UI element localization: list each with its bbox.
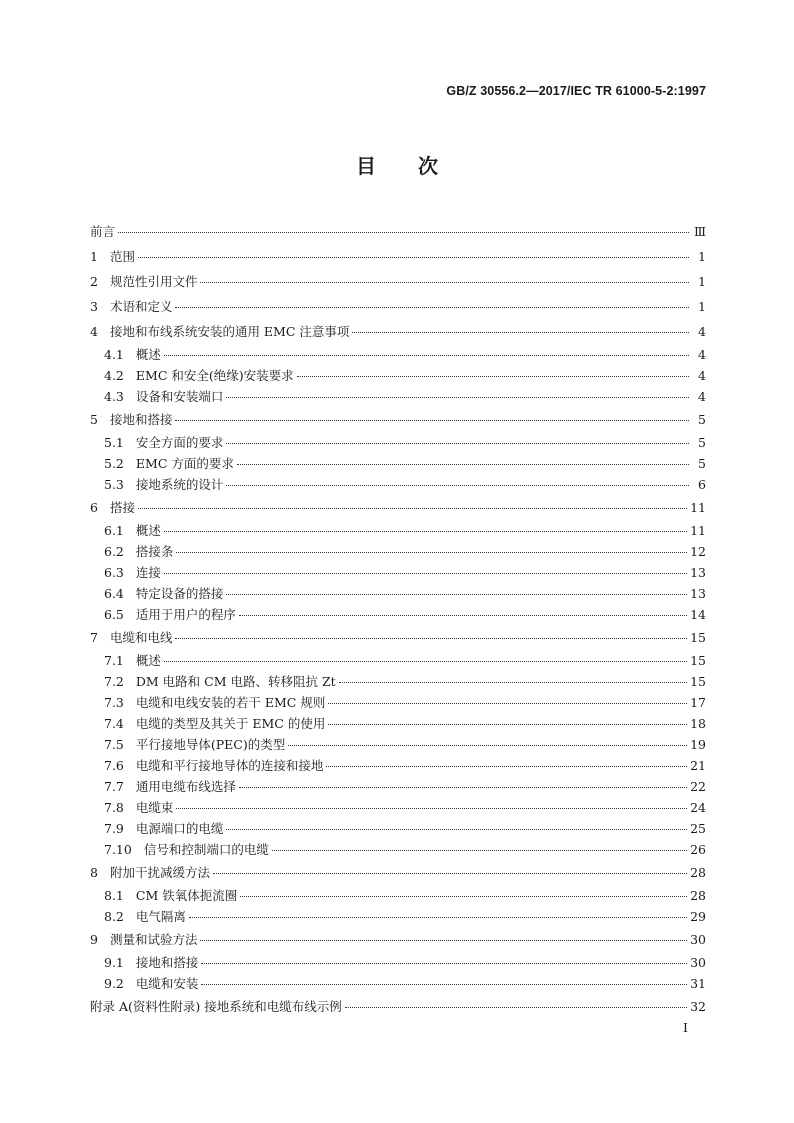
toc-entry-label: 电缆束: [135, 800, 174, 815]
toc-entry[interactable]: [90, 269, 706, 294]
dot-leader: [138, 508, 687, 509]
toc-entry[interactable]: [90, 650, 706, 671]
dot-leader: [239, 787, 687, 788]
toc-entry-number: 1: [90, 249, 98, 264]
toc-entry-label: 设备和安装端口: [135, 389, 224, 404]
dot-leader: [201, 963, 687, 964]
dot-leader: [118, 232, 689, 233]
toc-entry[interactable]: [90, 604, 706, 625]
toc-entry-page: 5: [698, 456, 706, 471]
toc-entry-label: DM 电路和 CM 电路、转移阻抗 Zt: [135, 674, 336, 689]
dot-leader: [345, 1007, 687, 1008]
toc-entry[interactable]: [90, 432, 706, 453]
toc-entry-number: 9.1: [104, 955, 124, 970]
dot-leader: [200, 940, 687, 941]
toc-entry[interactable]: [90, 776, 706, 797]
toc-entry-page: 15: [690, 674, 706, 689]
toc-entry-label: 测量和试验方法: [109, 932, 198, 947]
toc-entry-number: 7.4: [104, 716, 124, 731]
toc-entry-page: 24: [690, 800, 706, 815]
dot-leader: [164, 573, 687, 574]
toc-entry-label: CM 铁氧体扼流圈: [135, 888, 238, 903]
toc-entry-number: 7.7: [104, 779, 124, 794]
dot-leader: [288, 745, 687, 746]
toc-entry[interactable]: [90, 495, 706, 520]
toc-entry-number: 7.5: [104, 737, 124, 752]
toc-entry-number: 6.4: [104, 586, 124, 601]
toc-entry-page: 30: [690, 932, 706, 947]
toc-entry-label: 搭接: [109, 500, 135, 515]
toc-entry-page: 6: [698, 477, 706, 492]
toc-entry[interactable]: [90, 952, 706, 973]
toc-entry[interactable]: [90, 344, 706, 365]
dot-leader: [164, 661, 687, 662]
toc-entry-page: 12: [690, 544, 706, 559]
dot-leader: [226, 594, 687, 595]
dot-leader: [339, 682, 687, 683]
dot-leader: [138, 257, 689, 258]
dot-leader: [328, 703, 687, 704]
toc-entry-page: 28: [690, 865, 706, 880]
toc-entry-label: 电缆的类型及其关于 EMC 的使用: [135, 716, 326, 731]
toc-entry-page: 4: [698, 347, 706, 362]
toc-entry[interactable]: [90, 713, 706, 734]
toc-entry-page: 4: [698, 389, 706, 404]
toc-entry-label: 电缆和电线安装的若干 EMC 规则: [135, 695, 326, 710]
toc-entry-label: 安全方面的要求: [135, 435, 224, 450]
dot-leader: [226, 397, 689, 398]
toc-entry-label: 电缆和电线: [109, 630, 173, 645]
toc-entry-page: 13: [690, 565, 706, 580]
toc-entry-number: 9: [90, 932, 98, 947]
toc-entry-page: 15: [690, 630, 706, 645]
dot-leader: [237, 464, 689, 465]
dot-leader: [226, 829, 687, 830]
toc-entry-label: 电气隔离: [135, 909, 186, 924]
toc-entry-label: 电缆和安装: [135, 976, 199, 991]
toc-entry[interactable]: [90, 994, 706, 1019]
toc-entry-page: 14: [690, 607, 706, 622]
toc-entry-number: 7.8: [104, 800, 124, 815]
toc-entry[interactable]: [90, 562, 706, 583]
toc-entry-page: 30: [690, 955, 706, 970]
dot-leader: [326, 766, 687, 767]
toc-entry[interactable]: [90, 625, 706, 650]
toc-entry-label: 通用电缆布线选择: [135, 779, 236, 794]
dot-leader: [213, 873, 687, 874]
dot-leader: [328, 724, 687, 725]
toc-entry-page: 1: [698, 299, 706, 314]
toc-entry-number: 7.10: [104, 842, 132, 857]
toc-entry-number: 8.1: [104, 888, 124, 903]
toc-entry-page: 18: [690, 716, 706, 731]
dot-leader: [164, 531, 687, 532]
toc-entry-label: 特定设备的搭接: [135, 586, 224, 601]
toc-entry[interactable]: [90, 860, 706, 885]
toc-entry[interactable]: [90, 818, 706, 839]
toc-entry[interactable]: [90, 906, 706, 927]
toc-entry-number: 2: [90, 274, 98, 289]
toc-entry-page: 31: [690, 976, 706, 991]
toc-entry-number: 5.2: [104, 456, 124, 471]
toc-entry[interactable]: [90, 453, 706, 474]
toc-entry[interactable]: [90, 797, 706, 818]
toc-entry-number: 6.5: [104, 607, 124, 622]
toc-entry-label: 接地系统的设计: [135, 477, 224, 492]
toc-entry-label: 概述: [135, 653, 161, 668]
dot-leader: [175, 420, 689, 421]
toc-entry-page: Ⅲ: [693, 224, 706, 239]
toc-entry-label: 信号和控制端口的电缆: [143, 842, 269, 857]
toc-entry[interactable]: [90, 365, 706, 386]
toc-entry-number: 4.1: [104, 347, 124, 362]
toc-entry[interactable]: [90, 734, 706, 755]
toc-entry-page: 4: [698, 368, 706, 383]
toc-entry[interactable]: [90, 219, 706, 244]
toc-entry-number: 3: [90, 299, 98, 314]
toc-entry-number: 7.3: [104, 695, 124, 710]
toc-entry-number: 4: [90, 324, 98, 339]
toc-entry[interactable]: [90, 671, 706, 692]
toc-entry-label: 适用于用户的程序: [135, 607, 236, 622]
toc-entry-label: 范围: [109, 249, 135, 264]
toc-entry-label: 接地和搭接: [109, 412, 173, 427]
dot-leader: [201, 984, 687, 985]
toc-entry-label: 术语和定义: [109, 299, 173, 314]
dot-leader: [176, 808, 687, 809]
table-of-contents: [90, 219, 706, 1019]
toc-entry-label: EMC 和安全(绝缘)安装要求: [135, 368, 294, 383]
toc-entry[interactable]: [90, 755, 706, 776]
toc-entry-page: 29: [690, 909, 706, 924]
dot-leader: [164, 355, 689, 356]
dot-leader: [240, 896, 687, 897]
toc-entry[interactable]: [90, 386, 706, 407]
title-char-2: 次: [418, 154, 438, 178]
toc-entry-number: 7.2: [104, 674, 124, 689]
toc-entry[interactable]: [90, 885, 706, 906]
toc-entry[interactable]: [90, 474, 706, 495]
dot-leader: [175, 307, 689, 308]
toc-entry-page: 13: [690, 586, 706, 601]
toc-entry-label: 概述: [135, 347, 161, 362]
dot-leader: [175, 638, 687, 639]
toc-entry[interactable]: [90, 244, 706, 269]
toc-entry-page: 19: [690, 737, 706, 752]
toc-entry-page: 1: [698, 274, 706, 289]
toc-entry-label: 搭接条: [135, 544, 174, 559]
toc-entry-label: EMC 方面的要求: [135, 456, 234, 471]
dot-leader: [239, 615, 687, 616]
toc-entry-number: 7.6: [104, 758, 124, 773]
toc-entry-page: 26: [690, 842, 706, 857]
toc-entry-label: 概述: [135, 523, 161, 538]
toc-entry-page: 28: [690, 888, 706, 903]
toc-entry-label: 附录 A(资料性附录) 接地系统和电缆布线示例: [90, 999, 342, 1014]
toc-entry-number: 5: [90, 412, 98, 427]
dot-leader: [226, 485, 689, 486]
toc-entry-number: 7.1: [104, 653, 124, 668]
toc-entry-number: 5.3: [104, 477, 124, 492]
toc-entry-label: 附加干扰减缓方法: [109, 865, 210, 880]
toc-entry-label: 前言: [90, 224, 116, 239]
toc-entry[interactable]: [90, 294, 706, 319]
page-title: [0, 150, 794, 179]
toc-entry-label: 接地和搭接: [135, 955, 199, 970]
dot-leader: [272, 850, 687, 851]
dot-leader: [352, 332, 689, 333]
toc-entry[interactable]: [90, 839, 706, 860]
dot-leader: [297, 376, 689, 377]
toc-entry[interactable]: [90, 927, 706, 952]
standard-code: GB/Z 30556.2—2017/IEC TR 61000-5-2:1997: [446, 84, 706, 98]
toc-entry[interactable]: [90, 583, 706, 604]
toc-entry-page: 11: [690, 523, 706, 538]
toc-entry[interactable]: [90, 541, 706, 562]
toc-entry-label: 平行接地导体(PEC)的类型: [135, 737, 286, 752]
toc-entry-page: 22: [690, 779, 706, 794]
toc-entry-number: 5.1: [104, 435, 124, 450]
toc-entry-number: 9.2: [104, 976, 124, 991]
toc-entry[interactable]: [90, 692, 706, 713]
toc-entry-label: 规范性引用文件: [109, 274, 198, 289]
toc-entry-page: 21: [690, 758, 706, 773]
toc-entry-number: 6.2: [104, 544, 124, 559]
toc-entry[interactable]: [90, 973, 706, 994]
toc-entry-page: 4: [698, 324, 706, 339]
dot-leader: [200, 282, 689, 283]
toc-entry-page: 1: [698, 249, 706, 264]
toc-entry-label: 接地和布线系统安装的通用 EMC 注意事项: [109, 324, 350, 339]
toc-entry-number: 7.9: [104, 821, 124, 836]
dot-leader: [189, 917, 687, 918]
toc-entry[interactable]: [90, 520, 706, 541]
toc-entry-page: 32: [690, 999, 706, 1014]
toc-entry-number: 8.2: [104, 909, 124, 924]
dot-leader: [226, 443, 689, 444]
toc-entry-page: 5: [698, 435, 706, 450]
toc-entry-number: 8: [90, 865, 98, 880]
toc-entry-page: 5: [698, 412, 706, 427]
toc-entry-number: 4.2: [104, 368, 124, 383]
dot-leader: [176, 552, 687, 553]
toc-entry[interactable]: [90, 319, 706, 344]
toc-entry-page: 15: [690, 653, 706, 668]
toc-entry-label: 电缆和平行接地导体的连接和接地: [135, 758, 324, 773]
toc-entry-label: 电源端口的电缆: [135, 821, 224, 836]
toc-entry-label: 连接: [135, 565, 161, 580]
toc-entry-page: 17: [690, 695, 706, 710]
toc-entry-number: 4.3: [104, 389, 124, 404]
page-number: I: [683, 1020, 688, 1035]
toc-entry-number: 7: [90, 630, 98, 645]
toc-entry[interactable]: [90, 407, 706, 432]
toc-entry-page: 25: [690, 821, 706, 836]
title-char-1: 目: [356, 154, 376, 178]
toc-entry-number: 6.1: [104, 523, 124, 538]
toc-entry-number: 6.3: [104, 565, 124, 580]
toc-entry-number: 6: [90, 500, 98, 515]
toc-entry-page: 11: [690, 500, 706, 515]
